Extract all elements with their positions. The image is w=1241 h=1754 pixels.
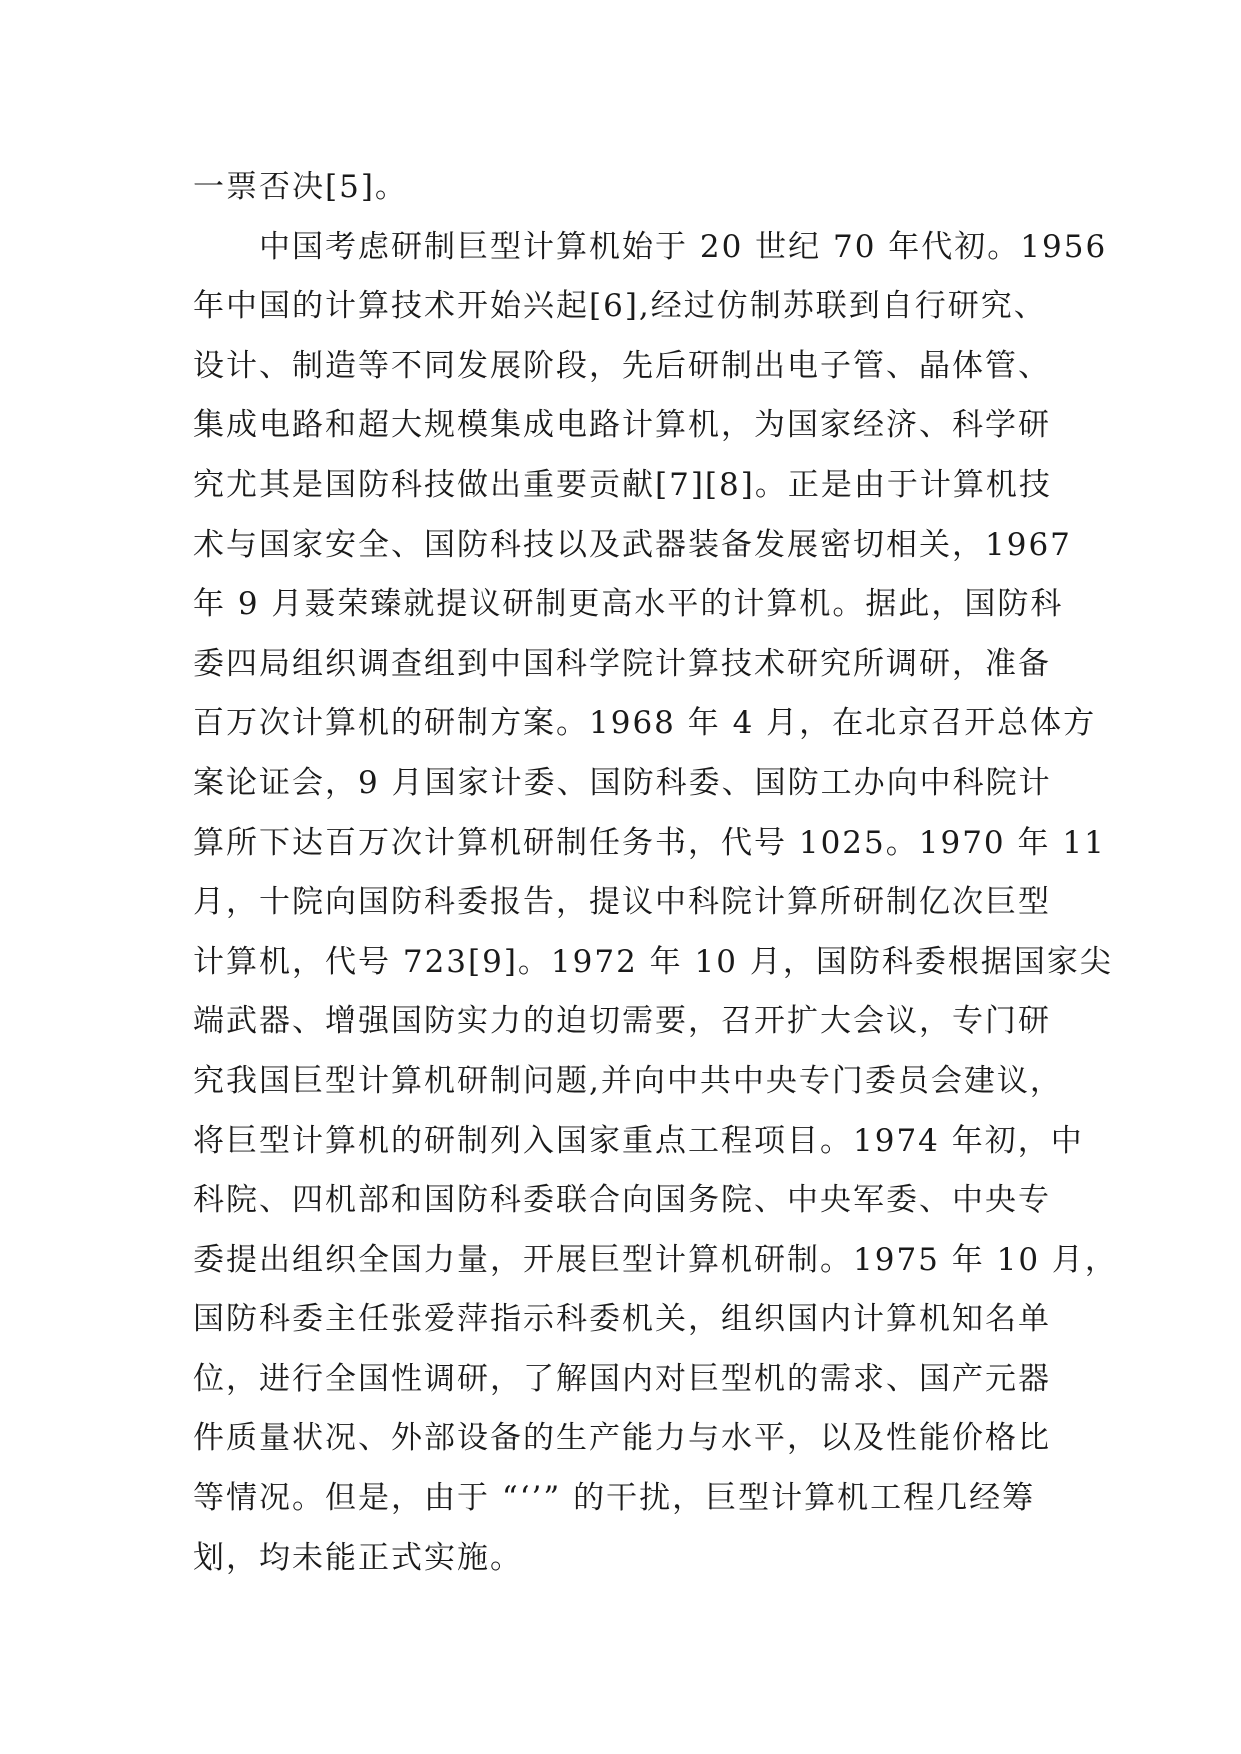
text-line: 位，进行全国性调研，了解国内对巨型机的需求、国产元器 bbox=[193, 1360, 1051, 1397]
text-line: 案论证会，9 月国家计委、国防科委、国防工办向中科院计 bbox=[193, 764, 1052, 801]
text-line: 端武器、增强国防实力的迫切需要，召开扩大会议，专门研 bbox=[193, 1003, 1051, 1040]
body-text bbox=[193, 158, 1118, 1588]
paragraph-first-line: 中国考虑研制巨型计算机始于 20 世纪 70 年代初。1956 bbox=[259, 228, 1108, 265]
text-line: 集成电路和超大规模集成电路计算机，为国家经济、科学研 bbox=[193, 407, 1051, 444]
text-line: 委提出组织全国力量，开展巨型计算机研制。1975 年 10 月， bbox=[193, 1241, 1118, 1278]
text-line: 究尤其是国防科技做出重要贡献[7][8]。正是由于计算机技 bbox=[193, 466, 1052, 503]
text-line: 科院、四机部和国防科委联合向国务院、中央军委、中央专 bbox=[193, 1182, 1051, 1219]
text-line: 委四局组织调查组到中国科学院计算技术研究所调研，准备 bbox=[193, 645, 1051, 682]
text-line: 件质量状况、外部设备的生产能力与水平，以及性能价格比 bbox=[193, 1420, 1051, 1457]
text-line: 究我国巨型计算机研制问题,并向中共中央专门委员会建议， bbox=[193, 1062, 1063, 1099]
text-line: 设计、制造等不同发展阶段，先后研制出电子管、晶体管、 bbox=[193, 347, 1051, 384]
text-line: 等情况。但是，由于 “‘’” 的干扰，巨型计算机工程几经筹 bbox=[193, 1480, 1036, 1517]
text-line: 划，均未能正式实施。 bbox=[193, 1539, 523, 1576]
text-line: 百万次计算机的研制方案。1968 年 4 月，在北京召开总体方 bbox=[193, 705, 1097, 742]
text-line: 计算机，代号 723[9]。1972 年 10 月，国防科委根据国家尖 bbox=[193, 943, 1113, 980]
text-line: 年 9 月聂荣臻就提议研制更高水平的计算机。据此，国防科 bbox=[193, 586, 1064, 623]
text-line: 国防科委主任张爱萍指示科委机关，组织国内计算机知名单 bbox=[193, 1301, 1051, 1338]
text-line: 将巨型计算机的研制列入国家重点工程项目。1974 年初，中 bbox=[193, 1122, 1084, 1159]
text-line: 月，十院向国防科委报告，提议中科院计算所研制亿次巨型 bbox=[193, 884, 1051, 921]
text-line: 术与国家安全、国防科技以及武器装备发展密切相关，1967 bbox=[193, 526, 1072, 563]
text-line: 年中国的计算技术开始兴起[6],经过仿制苏联到自行研究、 bbox=[193, 288, 1047, 325]
text-line: 算所下达百万次计算机研制任务书，代号 1025。1970 年 11 bbox=[193, 824, 1106, 861]
text-line: 一票否决[5]。 bbox=[193, 169, 408, 205]
